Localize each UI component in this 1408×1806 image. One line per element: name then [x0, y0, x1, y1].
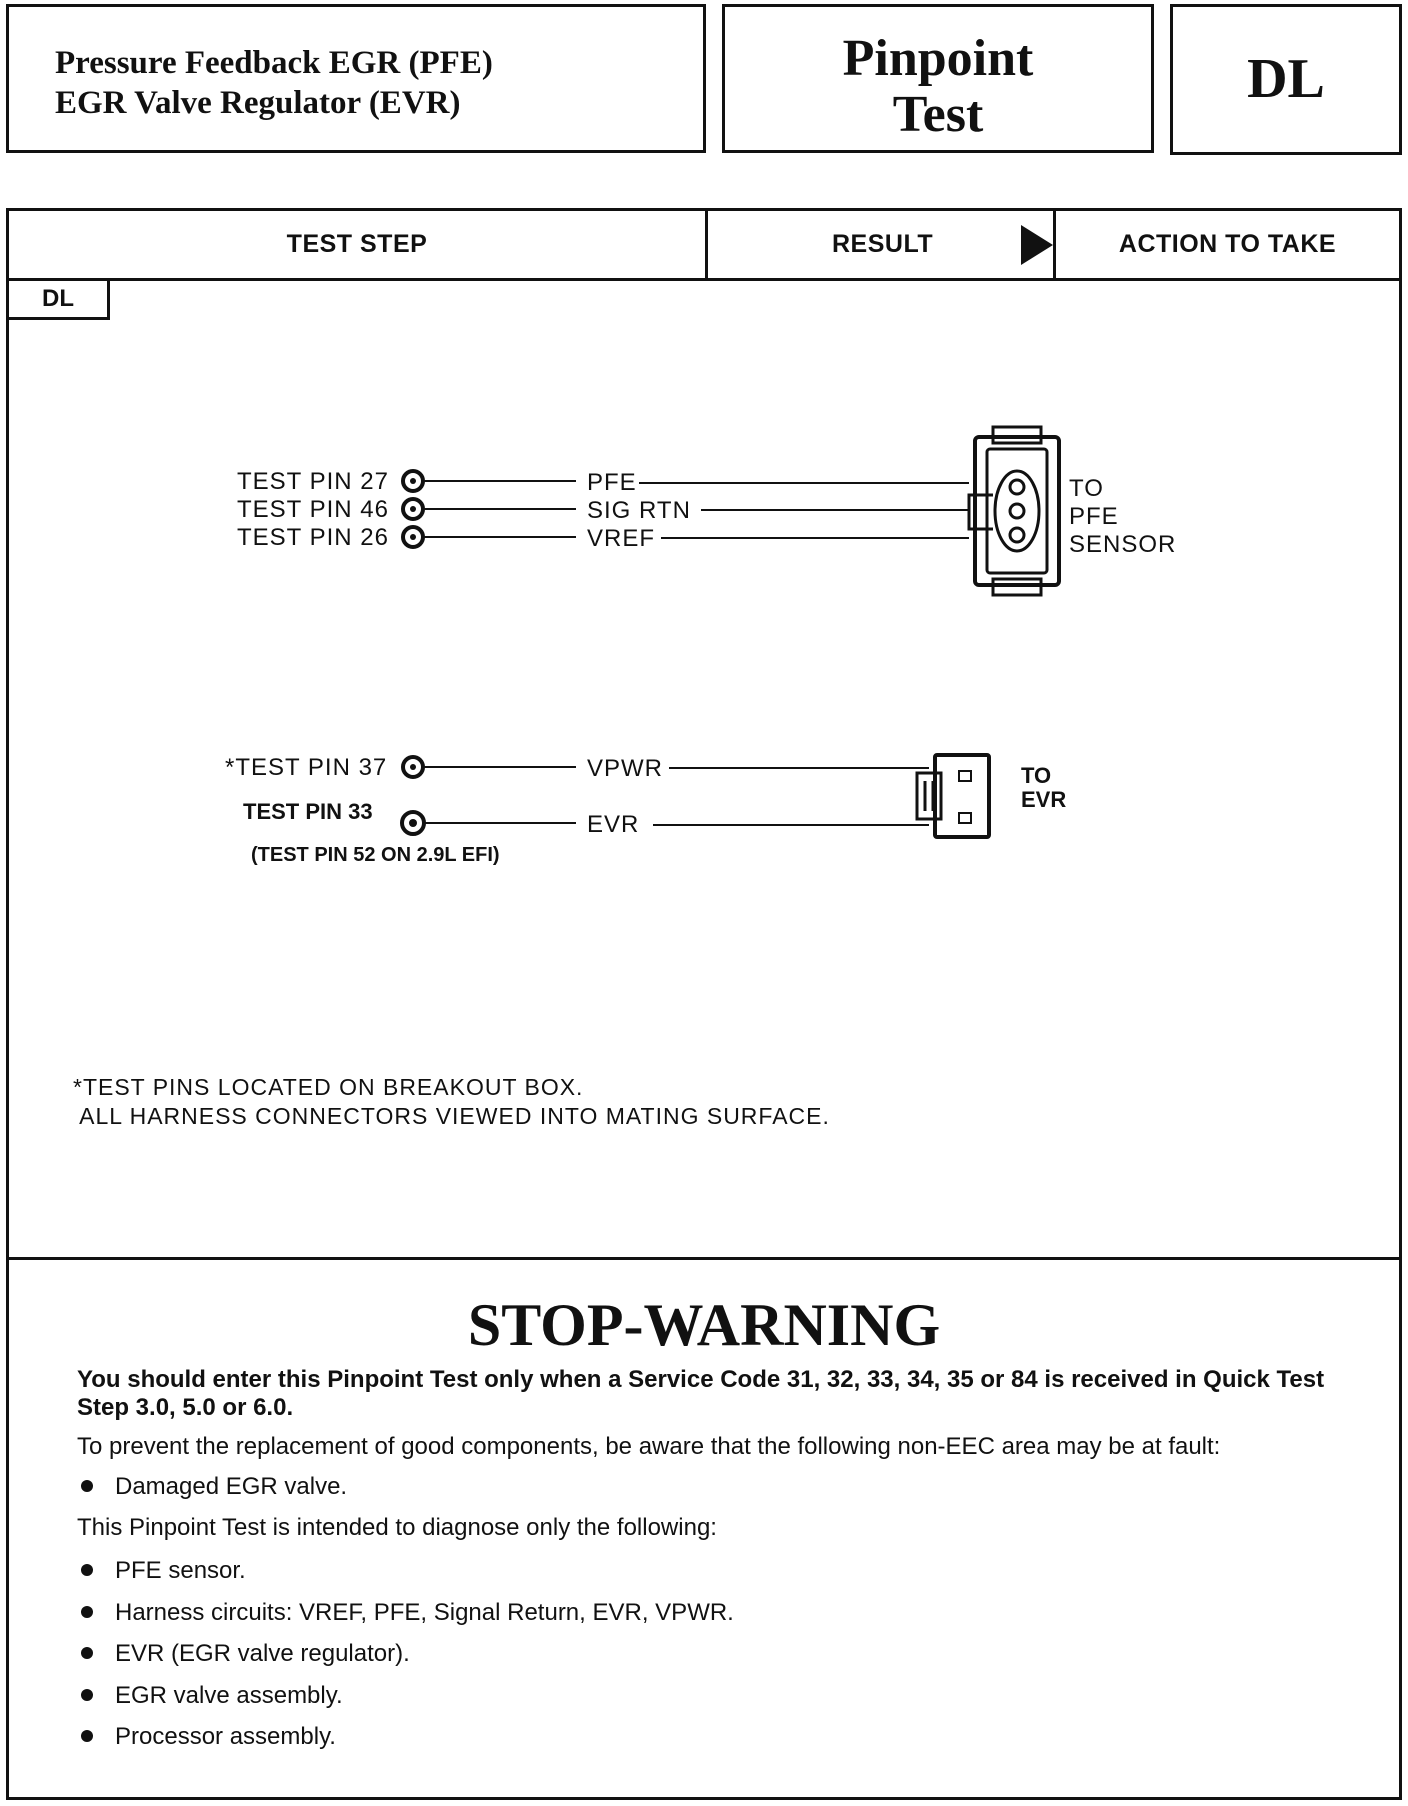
title-line-2: EGR Valve Regulator (EVR): [55, 85, 461, 121]
list-item: [81, 1473, 347, 1501]
test-code: DL: [1247, 48, 1325, 110]
test-code-box: [1170, 4, 1402, 155]
evr-dest-line: EVR: [1021, 787, 1067, 812]
list-item: [81, 1682, 343, 1710]
test-table: [6, 208, 1402, 1800]
evr-pin-label: *TEST PIN 37: [225, 754, 388, 781]
pfe-circuit-label: PFE: [587, 469, 637, 496]
pfe-circuit-label: VREF: [587, 525, 656, 552]
pfe-dest-line: PFE: [1069, 503, 1119, 530]
bullet-icon: [81, 1647, 93, 1659]
column-action-label: ACTION TO TAKE: [1118, 230, 1337, 258]
pfe-pin-label: TEST PIN 27: [237, 468, 389, 495]
list-item: [81, 1557, 246, 1585]
bullet-icon: [81, 1730, 93, 1742]
pinpoint-line-2: Test: [892, 86, 984, 143]
column-result-label: RESULT: [832, 230, 934, 258]
list-item-text: Damaged EGR valve.: [115, 1473, 348, 1500]
evr-pin-note: (TEST PIN 52 ON 2.9L EFI): [251, 844, 500, 866]
section-divider: [9, 1257, 1399, 1260]
list-item: [81, 1599, 734, 1627]
list-item-text: PFE sensor.: [115, 1557, 246, 1584]
list-item-text: Harness circuits: VREF, PFE, Signal Return, EVR, VPWR.: [115, 1599, 734, 1626]
bullet-icon: [81, 1564, 93, 1576]
evr-dest-line: TO: [1021, 763, 1052, 788]
header-title-box: [6, 4, 706, 153]
pfe-dest-line: SENSOR: [1069, 531, 1177, 558]
list-item: [81, 1640, 410, 1668]
list-item-text: Processor assembly.: [115, 1723, 336, 1750]
title-line-1: Pressure Feedback EGR (PFE): [55, 45, 493, 81]
pfe-dest-line: TO: [1069, 475, 1104, 502]
bullet-icon: [81, 1689, 93, 1701]
step-tag-label: DL: [42, 285, 74, 312]
column-test-step-label: TEST STEP: [286, 230, 428, 258]
list-item-text: EVR (EGR valve regulator).: [115, 1640, 410, 1667]
pfe-circuit-label: SIG RTN: [587, 497, 691, 524]
evr-circuit-label: EVR: [587, 811, 640, 838]
test-pin-icon: [403, 499, 423, 519]
bullet-icon: [81, 1480, 93, 1492]
pfe-destination: [1069, 475, 1176, 558]
warning-intro: You should enter this Pinpoint Test only when a Service Code 31, 32, 33, 34, 35 or 84 is received in Quick Test Step 3.0, 5.0 or 6.0.: [77, 1366, 1325, 1421]
list-item: [81, 1723, 336, 1751]
pfe-pin-group: [237, 468, 969, 552]
warning-title: STOP-WARNING: [467, 1292, 941, 1358]
evr-pin-group: [225, 754, 929, 866]
pinpoint-test-box: [722, 4, 1154, 153]
pfe-pin-label: TEST PIN 26: [237, 524, 389, 551]
warning-prevent: To prevent the replacement of good components, be aware that the following non-EEC area may be at fault:: [77, 1433, 1221, 1460]
pinpoint-line-1: Pinpoint: [842, 30, 1034, 87]
test-pin-icon: [402, 812, 424, 834]
footnote: *TEST PINS LOCATED ON BREAKOUT BOX. ALL HARNESS CONNECTORS VIEWED INTO MATING SURFACE.: [73, 1074, 830, 1129]
evr-pin-label: TEST PIN 33: [243, 799, 373, 824]
pfe-pin-label: TEST PIN 46: [237, 496, 389, 523]
pfe-sensor-connector-icon: [969, 427, 1059, 595]
test-pin-icon: [403, 527, 423, 547]
warning-intended: This Pinpoint Test is intended to diagnose only the following:: [77, 1514, 717, 1541]
evr-destination: [1021, 763, 1066, 812]
bullet-icon: [81, 1606, 93, 1618]
evr-circuit-label: VPWR: [587, 755, 663, 782]
test-pin-icon: [403, 471, 423, 491]
list-item-text: EGR valve assembly.: [115, 1682, 343, 1709]
test-pin-icon: [403, 757, 423, 777]
